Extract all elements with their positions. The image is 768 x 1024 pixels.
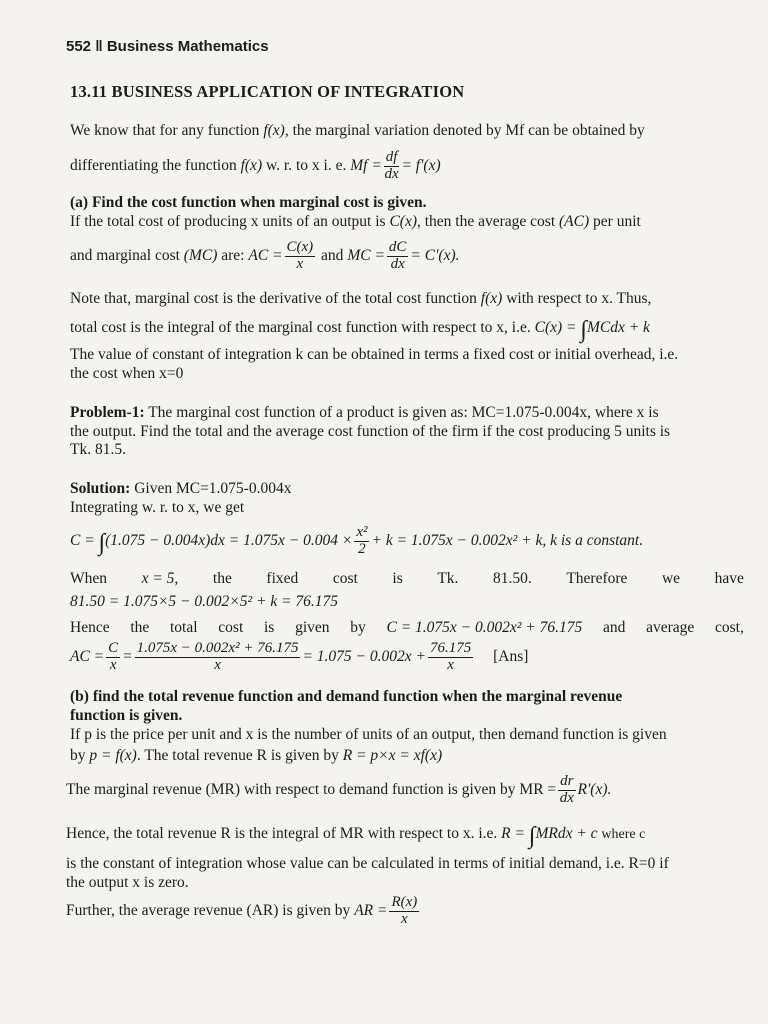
a-line-3: Note that, marginal cost is the derivative of the total cost function f(x) with respect to x. Thus, (70, 290, 652, 307)
b-line-2: by p = f(x). The total revenue R is given by R = p×x = xf(x) (70, 747, 443, 764)
header-separator: ‖ (95, 38, 103, 55)
section-title: 13.11 BUSINESS APPLICATION OF INTEGRATION (70, 82, 465, 101)
problem-1-line-3: Tk. 81.5. (70, 441, 126, 458)
problem-label: Problem-1: (70, 404, 145, 421)
a-line-4: total cost is the integral of the marginal cost function with respect to x, i.e. C(x) = ∫MCdx + k (70, 317, 650, 343)
b-line-6: the output x is zero. (66, 874, 189, 891)
intro-line-2: differentiating the function f(x) w. r. to x i. e. Mf = $\frac{df}{dx}$ = f'(x) (70, 149, 441, 182)
solution-line-4: When x = 5, the fixed cost is Tk. 81.50. Therefore we have (70, 570, 744, 587)
a-line-1: If the total cost of producing x units of an output is C(x), then the average cost (AC) per unit (70, 213, 641, 230)
fraction-rx-x: $\frac{R(x)}{x}$ (391, 894, 418, 927)
problem-1-line-2: the output. Find the total and the average cost function of the firm if the cost producing 5 units is (70, 423, 671, 440)
heading-b-line-2: function is given. (70, 707, 183, 724)
solution-line-3: C = ∫(1.075 − 0.004x)dx = 1.075x − 0.004 × $\frac{\text{x²}}{2}$ + k = 1.075x − 0.002x² + k, k is a constant. (70, 524, 644, 557)
solution-line-6: Hence the total cost is given by C = 1.075x − 0.002x² + 76.175 and average cost, (70, 619, 744, 636)
page-number: 552 (66, 38, 92, 55)
fraction-76175-x: $\frac{76.175}{x}$ (429, 640, 472, 673)
b-line-5: is the constant of integration whose value can be calculated in terms of initial demand, i.e. R=0 if (66, 855, 669, 872)
answer-tag: [Ans] (493, 647, 529, 665)
problem-1-line-1: Problem-1: The marginal cost function of a product is given as: MC=1.075-0.004x, where x is (70, 404, 659, 421)
fraction-c-x: $\frac{C}{x}$ (108, 640, 119, 673)
fraction-dc-dx: $\frac{dC}{dx}$ (388, 239, 407, 272)
solution-label: Solution: (70, 480, 131, 497)
integral-sign: ∫ (580, 317, 587, 343)
math-fx: f(x) (263, 122, 285, 139)
heading-a: (a) Find the cost function when marginal cost is given. (70, 194, 427, 211)
b-line-1: If p is the price per unit and x is the number of units of an output, then demand function is given (70, 726, 667, 743)
fraction-dr-dx: $\frac{dr}{dx}$ (559, 773, 574, 806)
a-line-5: The value of constant of integration k can be obtained in terms a fixed cost or initial overhead, i.e. (70, 346, 679, 363)
fraction-df-dx: $\frac{df}{dx}$ (384, 149, 399, 182)
a-line-2: and marginal cost (MC) are: AC = $\frac{C(x)}{x}$ and MC = $\frac{dC}{dx}$ = C'(x). (70, 239, 460, 272)
solution-line-2: Integrating w. r. to x, we get (70, 499, 245, 516)
solution-line-1: Solution: Given MC=1.075-0.004x (70, 480, 292, 497)
b-line-3: The marginal revenue (MR) with respect to demand function is given by MR = $\frac{dr}{dx}$ R'(x). (66, 773, 612, 806)
solution-line-5: 81.50 = 1.075×5 − 0.002×5² + k = 76.175 (70, 593, 339, 610)
intro-line-1: We know that for any function f(x), the marginal variation denoted by Mf can be obtained by (70, 122, 645, 139)
fraction-cx-x: $\frac{C(x)}{x}$ (286, 239, 314, 272)
running-header (66, 38, 269, 55)
a-line-6: the cost when x=0 (70, 365, 184, 382)
heading-b-line-1: (b) find the total revenue function and demand function when the marginal revenue (70, 688, 623, 705)
fraction-total-cost-x: $\frac{\text{1.075x − 0.002x² + 76.175}}{x}$ (136, 640, 299, 673)
book-title: Business Mathematics (106, 38, 269, 55)
b-line-4: Hence, the total revenue R is the integral of MR with respect to x. i.e. R = ∫MRdx + c where c (66, 823, 646, 849)
b-line-7: Further, the average revenue (AR) is given by AR = $\frac{R(x)}{x}$ (66, 894, 418, 927)
solution-line-7: AC = $\frac{C}{x}$ = $\frac{\text{1.075x − 0.002x² + 76.175}}{x}$ = 1.075 − 0.002x + $\frac{76.175}{x}$ [Ans] (70, 640, 529, 673)
fraction-x2-2: $\frac{\text{x²}}{2}$ (356, 524, 368, 557)
